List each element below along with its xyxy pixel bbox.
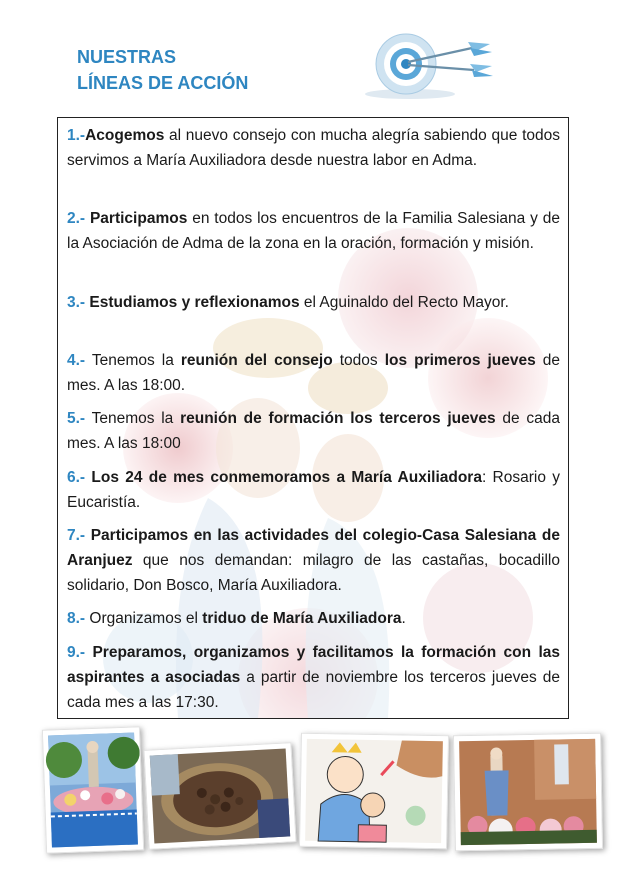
action-item-7: 7.- Participamos en las actividades del colegio-Casa Salesiana de Aranjuez que nos demandan: milagro de las castañas, bocadillo solidario, Don Bosco, María Auxiliadora. (67, 527, 560, 594)
action-item-3: 3.- Estudiamos y reflexionamos el Aguinaldo del Recto Mayor. (67, 294, 509, 311)
photo-procession (42, 726, 144, 853)
action-item-6: 6.- Los 24 de mes conmemoramos a María Auxiliadora: Rosario y Eucaristía. (67, 469, 561, 511)
action-item-1: 1.-Acogemos al nuevo consejo con mucha alegría sabiendo que todos servimos a María Auxiliadora desde nuestra labor en Adma. (67, 127, 560, 169)
action-item-5: 5.- Tenemos la reunión de formación los terceros jueves de cada mes. A las 18:00 (67, 410, 560, 452)
action-item-4: 4.- Tenemos la reunión del consejo todos los primeros jueves de mes. A las 18:00. (67, 352, 560, 394)
title-line-2: LÍNEAS DE ACCIÓN (77, 73, 249, 93)
photo-altar (453, 733, 603, 852)
page-title (77, 44, 248, 96)
photo-chestnuts (143, 742, 296, 850)
action-item-2: 2.- Participamos en todos los encuentros de la Familia Salesiana y de la Asociación de Adma de la zona en la oración, formación y misión. (67, 210, 560, 252)
photo-child-drawing (299, 733, 449, 850)
action-item-9: 9.- Preparamos, organizamos y facilitamos la formación con las aspirantes a asociadas a partir de noviembre los terceros jueves de cada mes a las 17:30. (67, 644, 560, 711)
title-line-1: NUESTRAS (77, 47, 177, 67)
action-lines-box (57, 117, 569, 719)
target-with-arrows-icon (350, 22, 500, 104)
action-item-8: 8.- Organizamos el triduo de María Auxiliadora. (67, 610, 406, 627)
